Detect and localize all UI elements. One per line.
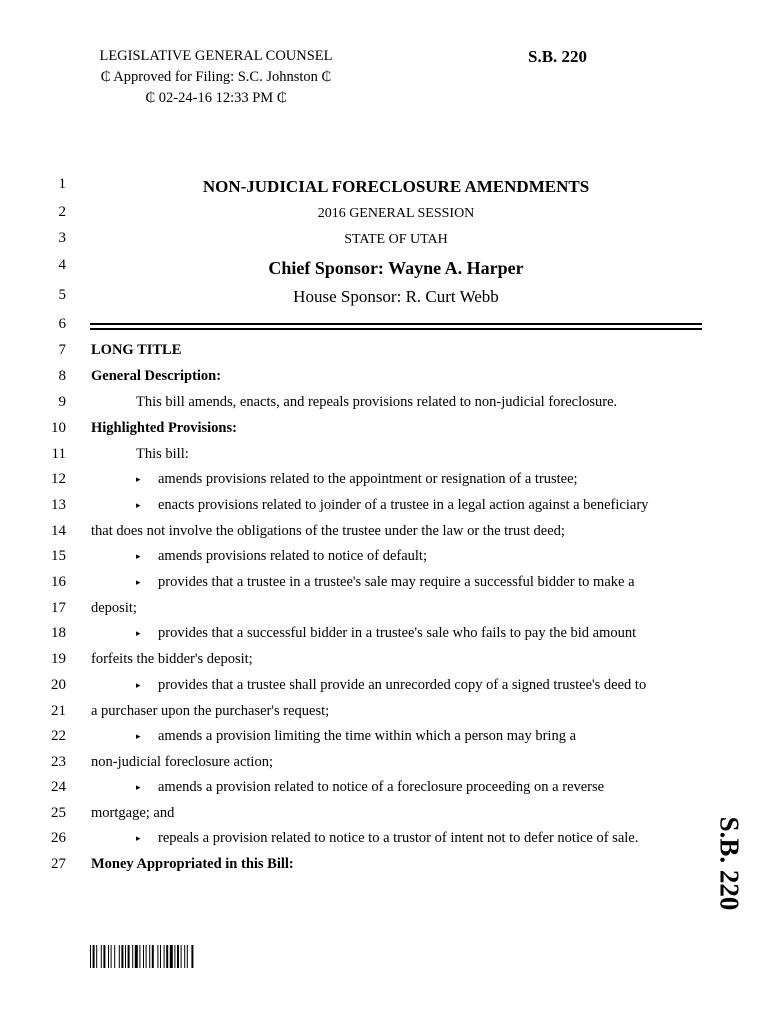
barcode-bar bbox=[96, 945, 97, 968]
barcode-bar bbox=[132, 945, 133, 968]
doc-line bbox=[0, 600, 770, 622]
barcode-bar bbox=[128, 945, 130, 968]
doc-line bbox=[0, 548, 770, 570]
provision-continuation: non-judicial foreclosure action; bbox=[91, 754, 273, 770]
barcode-bar bbox=[121, 945, 123, 968]
header-block bbox=[86, 46, 346, 109]
doc-line bbox=[0, 497, 770, 519]
barcode-bar bbox=[135, 945, 138, 968]
side-bill-label-text: S.B. 220 bbox=[714, 816, 745, 911]
provision-text: repeals a provision related to notice to a trustor of intent not to defer notice of sale. bbox=[158, 830, 639, 846]
doc-line bbox=[0, 342, 770, 364]
bullet-icon: ▸ bbox=[136, 833, 141, 843]
provision-text: amends provisions related to notice of default; bbox=[158, 548, 427, 564]
barcode-bar bbox=[103, 945, 105, 968]
house-sponsor: House Sponsor: R. Curt Webb bbox=[293, 287, 499, 306]
bullet-icon: ▸ bbox=[136, 731, 141, 741]
line-number: 2 bbox=[58, 204, 66, 220]
doc-line bbox=[0, 420, 770, 442]
line-number: 14 bbox=[51, 523, 66, 539]
doc-line bbox=[0, 728, 770, 750]
doc-line bbox=[0, 651, 770, 673]
barcode-bar bbox=[181, 945, 182, 968]
highlighted-provisions-heading: Highlighted Provisions: bbox=[91, 420, 237, 436]
doc-line bbox=[0, 230, 770, 252]
provision-text: amends provisions related to the appointment or resignation of a trustee; bbox=[158, 471, 578, 487]
doc-line bbox=[0, 574, 770, 596]
barcode-bar bbox=[164, 945, 165, 968]
provision-continuation: mortgage; and bbox=[91, 805, 175, 821]
line-number: 27 bbox=[51, 856, 66, 872]
line-number: 4 bbox=[58, 257, 66, 273]
provision-text: amends a provision related to notice of a foreclosure proceeding on a reverse bbox=[158, 779, 605, 795]
side-bill-label bbox=[706, 808, 752, 916]
provision-continuation: that does not involve the obligations of the trustee under the law or the trust deed; bbox=[91, 523, 565, 539]
double-rule-bottom bbox=[90, 328, 702, 330]
double-rule-top bbox=[90, 323, 702, 325]
barcode-bar bbox=[90, 945, 91, 968]
bullet-icon: ▸ bbox=[136, 551, 141, 561]
barcode-bar bbox=[187, 945, 188, 968]
provision-continuation: forfeits the bidder's deposit; bbox=[91, 651, 253, 667]
provision-text: provides that a trustee in a trustee's sale may require a successful bidder to make a bbox=[158, 574, 635, 590]
provision-text: provides that a trustee shall provide an unrecorded copy of a signed trustee's deed to bbox=[158, 677, 647, 693]
barcode-bar bbox=[184, 945, 185, 968]
provision-text: enacts provisions related to joinder of a trustee in a legal action against a beneficiary bbox=[158, 497, 649, 513]
doc-line bbox=[0, 523, 770, 545]
barcode-bar bbox=[146, 945, 147, 968]
provision-continuation: deposit; bbox=[91, 600, 137, 616]
line-number: 19 bbox=[51, 651, 66, 667]
doc-line bbox=[0, 805, 770, 827]
long-title-heading: LONG TITLE bbox=[91, 342, 182, 358]
doc-line bbox=[0, 471, 770, 493]
doc-line bbox=[0, 830, 770, 852]
doc-line bbox=[0, 287, 770, 309]
doc-line bbox=[0, 257, 770, 279]
barcode-bar bbox=[160, 945, 161, 968]
barcode-bar bbox=[125, 945, 126, 968]
line-number: 10 bbox=[51, 420, 66, 436]
line-number: 13 bbox=[51, 497, 66, 513]
line-number: 3 bbox=[58, 230, 66, 246]
bullet-icon: ▸ bbox=[136, 782, 141, 792]
this-bill-text: This bill: bbox=[136, 446, 189, 462]
doc-line bbox=[0, 446, 770, 468]
doc-line bbox=[0, 394, 770, 416]
bullet-icon: ▸ bbox=[136, 500, 141, 510]
doc-line bbox=[0, 204, 770, 226]
barcode-bar bbox=[166, 945, 168, 968]
line-number: 21 bbox=[51, 703, 66, 719]
line-number: 22 bbox=[51, 728, 66, 744]
line-number: 1 bbox=[58, 176, 66, 192]
line-number: 20 bbox=[51, 677, 66, 693]
line-number: 5 bbox=[58, 287, 66, 303]
line-number: 9 bbox=[58, 394, 66, 410]
barcode-bar bbox=[119, 945, 120, 968]
line-number: 17 bbox=[51, 600, 66, 616]
provision-continuation: a purchaser upon the purchaser's request; bbox=[91, 703, 330, 719]
line-number: 24 bbox=[51, 779, 66, 795]
doc-line bbox=[0, 368, 770, 390]
money-appropriated-heading: Money Appropriated in this Bill: bbox=[91, 856, 294, 872]
description-text: This bill amends, enacts, and repeals provisions related to non-judicial foreclosure. bbox=[136, 394, 618, 410]
session-label: 2016 GENERAL SESSION bbox=[317, 206, 475, 221]
line-number: 7 bbox=[58, 342, 66, 358]
state-label: STATE OF UTAH bbox=[344, 232, 448, 247]
bill-number: S.B. 220 bbox=[528, 47, 588, 66]
chief-sponsor: Chief Sponsor: Wayne A. Harper bbox=[268, 258, 524, 278]
barcode-bar bbox=[149, 945, 150, 968]
line-number: 25 bbox=[51, 805, 66, 821]
bill-title: NON-JUDICIAL FORECLOSURE AMENDMENTS bbox=[202, 177, 590, 196]
bullet-icon: ▸ bbox=[136, 474, 141, 484]
barcode-bar bbox=[93, 945, 95, 968]
barcode-bar bbox=[101, 945, 102, 968]
barcode-bar bbox=[152, 945, 154, 968]
barcode-bar bbox=[177, 945, 179, 968]
doc-line bbox=[0, 703, 770, 725]
doc-line bbox=[0, 316, 770, 338]
datetime-label: ₵ 02-24-16 12:33 PM ₵ bbox=[145, 90, 287, 106]
line-number: 23 bbox=[51, 754, 66, 770]
doc-line bbox=[0, 677, 770, 699]
barcode-bar bbox=[139, 945, 140, 968]
barcode-bar bbox=[108, 945, 109, 968]
barcode-bar bbox=[157, 945, 158, 968]
doc-line bbox=[0, 779, 770, 801]
line-number: 6 bbox=[58, 316, 66, 332]
line-number: 11 bbox=[51, 446, 66, 462]
barcode bbox=[90, 945, 232, 968]
barcode-bar bbox=[174, 945, 175, 968]
bullet-icon: ▸ bbox=[136, 577, 141, 587]
line-number: 16 bbox=[51, 574, 66, 590]
barcode-bar bbox=[111, 945, 112, 968]
bullet-icon: ▸ bbox=[136, 680, 141, 690]
barcode-bar bbox=[170, 945, 173, 968]
provision-text: provides that a successful bidder in a trustee's sale who fails to pay the bid amount bbox=[158, 625, 637, 641]
doc-line bbox=[0, 856, 770, 878]
provision-text: amends a provision limiting the time within which a person may bring a bbox=[158, 728, 577, 744]
barcode-bar bbox=[191, 945, 193, 968]
barcode-bar bbox=[114, 945, 115, 968]
barcode-bar bbox=[143, 945, 144, 968]
line-number: 8 bbox=[58, 368, 66, 384]
general-description-heading: General Description: bbox=[91, 368, 222, 384]
doc-line bbox=[0, 754, 770, 776]
line-number: 15 bbox=[51, 548, 66, 564]
doc-line bbox=[0, 176, 770, 198]
line-number: 26 bbox=[51, 830, 66, 846]
counsel-label: LEGISLATIVE GENERAL COUNSEL bbox=[99, 48, 333, 64]
line-number: 18 bbox=[51, 625, 66, 641]
approval-label: ₵ Approved for Filing: S.C. Johnston ₵ bbox=[100, 69, 332, 85]
line-number: 12 bbox=[51, 471, 66, 487]
barcode-image bbox=[90, 945, 232, 968]
doc-line bbox=[0, 625, 770, 647]
bullet-icon: ▸ bbox=[136, 628, 141, 638]
